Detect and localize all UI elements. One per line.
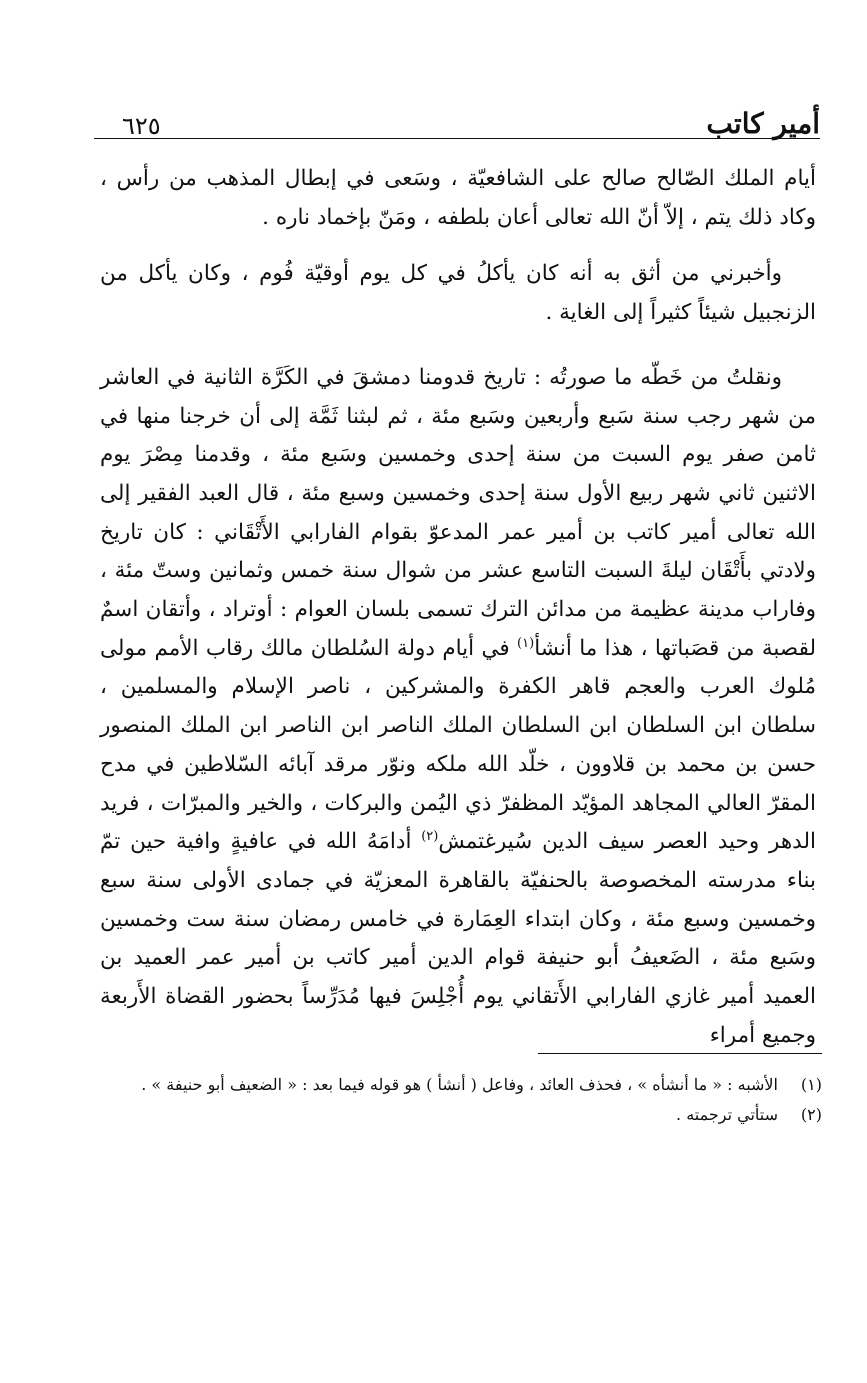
paragraph-3-part-a: ونقلتُ من خَطّه ما صورتُه : تاريخ قدومنا دمشقَ في الكَرَّة الثانية في العاشر من شهر رجب سنة سَبع وأربعين وسَبع مئة ، ثم لبثنا ثَمَّة إلى أن خرجنا منها في ثامن صفر يوم السبت من سنة إحدى وخمسين وسَبع مئة ، وقدمنا مِصْرَ يوم الاثنين ثاني شهر ربيع الأول سنة إحدى وخمسين وسبع مئة ، قال العبد الفقير إلى الله تعالى أمير كاتب بن أمير عمر المدعوّ بقوام الفارابي الأَتْقَاني : كان تاريخ ولادتي بأَتْقَان ليلةَ السبت التاسع عشر من شوال سنة خمس وثمانين وستّ مئة ، وفاراب مدينة عظيمة من مدائن الترك تسمى بلسان العوام : أوتراد ، وأتقان اسمٌ لقصبة من قصَباتها ، هذا ما أنشأ (100, 364, 816, 661)
page-number: ٦٢٥ (122, 112, 161, 140)
paragraph-3-part-c: أدامَهُ الله في عافيةٍ وافية حين تمّ بناء مدرسته المخصوصة بالحنفيّة بالقاهرة المعزيّة في جمادى الأولى سنة سبع وخمسين وسبع مئة ، وكان ابتداء العِمَارة في خامس رمضان سنة ست وخمسين وسَبع مئة ، الضَعيفُ أبو حنيفة قوام الدين أمير كاتب بن أمير عمر العميد بن العميد أمير غازي الفارابي الأَتقاني يوم أُجْلِسَ فيها مُدَرِّساً بحضور القضاة الأَربعة وجميع أمراء (100, 829, 816, 1048)
footnote-reference-2: (٢) (421, 829, 439, 845)
page-header (94, 98, 820, 138)
paragraph-2: وأخبرني من أثق به أنه كان يأكلُ في كل يوم أوقيّة فُوم ، وكان يأكل من الزنجبيل شيئاً كثيراً إلى الغاية . (100, 261, 816, 326)
footnote-reference-1: (١) (517, 635, 535, 651)
footnote-rule (538, 1053, 822, 1054)
footnote-text: الأشبه : « ما أنشأه » ، فحذف العائد ، وفاعل ( أنشأ ) هو قوله فيما بعد : « الضعيف أبو حنيفة » . (141, 1075, 778, 1094)
footnote-number: (٢) (800, 1105, 822, 1124)
header-rule (94, 138, 820, 139)
main-text (100, 160, 816, 1055)
footnotes (96, 1070, 822, 1130)
footnote-1 (96, 1070, 822, 1100)
paragraph-1: أيام الملك الصّالح صالح على الشافعيّة ، وسَعى في إبطال المذهب من رأس ، وكاد ذلك يتم ، إلاّ أنّ الله تعالى أعان بلطفه ، ومَنّ بإخماد ناره . (100, 166, 816, 230)
footnote-2 (96, 1100, 822, 1130)
footnote-number: (١) (800, 1075, 822, 1094)
paragraph-3-part-b: في أيام دولة السُلطان مالك رقاب الأمم مولى مُلوك العرب والعجم قاهر الكفرة والمشركين ، ناصر الإسلام والمسلمين ، سلطان ابن السلطان ابن السلطان الملك الناصر ابن الناصر ابن الملك المنصور حسن بن محمد بن قلاوون ، خلّد الله ملكه ونوّر مرقد آبائه السّلاطين في مدح المقرّ العالي المجاهد المؤيّد المظفرّ ذي اليُمن والبركات ، والخير والمبرّات ، فريد الدهر وحيد العصر سيف الدين سُيرغتمش (100, 635, 816, 855)
paragraph-3 (100, 359, 816, 1056)
running-title: أمير كاتب (706, 107, 820, 140)
footnote-text: ستأتي ترجمته . (676, 1105, 778, 1124)
